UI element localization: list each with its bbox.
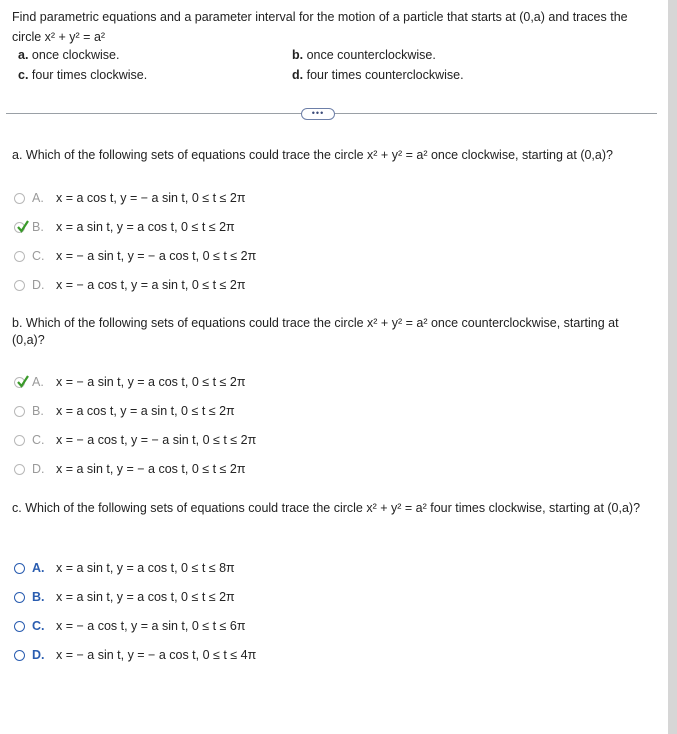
- radio-icon: [14, 280, 25, 291]
- radio-icon[interactable]: [14, 592, 25, 603]
- question-b-prompt: b. Which of the following sets of equations could trace the circle x² + y² = a² once counterclockwise, starting at (0,a)?: [12, 316, 619, 347]
- radio-checked-icon: [14, 377, 25, 388]
- question-b-option-a: A. x = − a sin t, y = a cos t, 0 ≤ t ≤ 2π: [14, 373, 245, 391]
- problem-part-c: c. four times clockwise.: [18, 68, 148, 82]
- question-b-option-c: C. x = − a cos t, y = − a sin t, 0 ≤ t ≤ 2π: [14, 431, 256, 449]
- radio-icon[interactable]: [14, 563, 25, 574]
- checkmark-icon: [17, 374, 29, 388]
- question-c-option-a[interactable]: A. x = a sin t, y = a cos t, 0 ≤ t ≤ 8π: [14, 559, 235, 577]
- radio-checked-icon: [14, 222, 25, 233]
- question-c-option-c[interactable]: C. x = − a cos t, y = a sin t, 0 ≤ t ≤ 6π: [14, 617, 245, 635]
- radio-icon: [14, 406, 25, 417]
- problem-text: Find parametric equations and a parameter interval for the motion of a particle that starts at (0,a) and traces the circle x² + y² = a²: [12, 10, 628, 44]
- radio-icon: [14, 464, 25, 475]
- question-a-option-c: C. x = − a sin t, y = − a cos t, 0 ≤ t ≤ 2π: [14, 247, 256, 265]
- problem-statement: [12, 7, 642, 47]
- question-a-option-b: B. x = a sin t, y = a cos t, 0 ≤ t ≤ 2π: [14, 218, 235, 236]
- question-c-prompt: c. Which of the following sets of equations could trace the circle x² + y² = a² four times clockwise, starting at (0,a)?: [12, 501, 641, 515]
- question-a-option-d: D. x = − a cos t, y = a sin t, 0 ≤ t ≤ 2π: [14, 276, 245, 294]
- radio-icon: [14, 251, 25, 262]
- question-b-option-b: B. x = a cos t, y = a sin t, 0 ≤ t ≤ 2π: [14, 402, 235, 420]
- problem-part-a: a. once clockwise.: [18, 48, 120, 62]
- problem-part-b: b. once counterclockwise.: [292, 48, 436, 62]
- expand-more-button[interactable]: •••: [301, 108, 335, 120]
- question-c-option-b[interactable]: B. x = a sin t, y = a cos t, 0 ≤ t ≤ 2π: [14, 588, 235, 606]
- page-scrollbar[interactable]: [668, 0, 677, 734]
- radio-icon: [14, 193, 25, 204]
- radio-icon: [14, 435, 25, 446]
- question-a-prompt: a. Which of the following sets of equations could trace the circle x² + y² = a² once clockwise, starting at (0,a)?: [12, 148, 613, 162]
- question-a-option-a: A. x = a cos t, y = − a sin t, 0 ≤ t ≤ 2π: [14, 189, 245, 207]
- checkmark-icon: [17, 219, 29, 233]
- radio-icon[interactable]: [14, 650, 25, 661]
- question-b-option-d: D. x = a sin t, y = − a cos t, 0 ≤ t ≤ 2π: [14, 460, 245, 478]
- radio-icon[interactable]: [14, 621, 25, 632]
- question-c-option-d[interactable]: D. x = − a sin t, y = − a cos t, 0 ≤ t ≤ 4π: [14, 646, 256, 664]
- problem-part-d: d. four times counterclockwise.: [292, 68, 464, 82]
